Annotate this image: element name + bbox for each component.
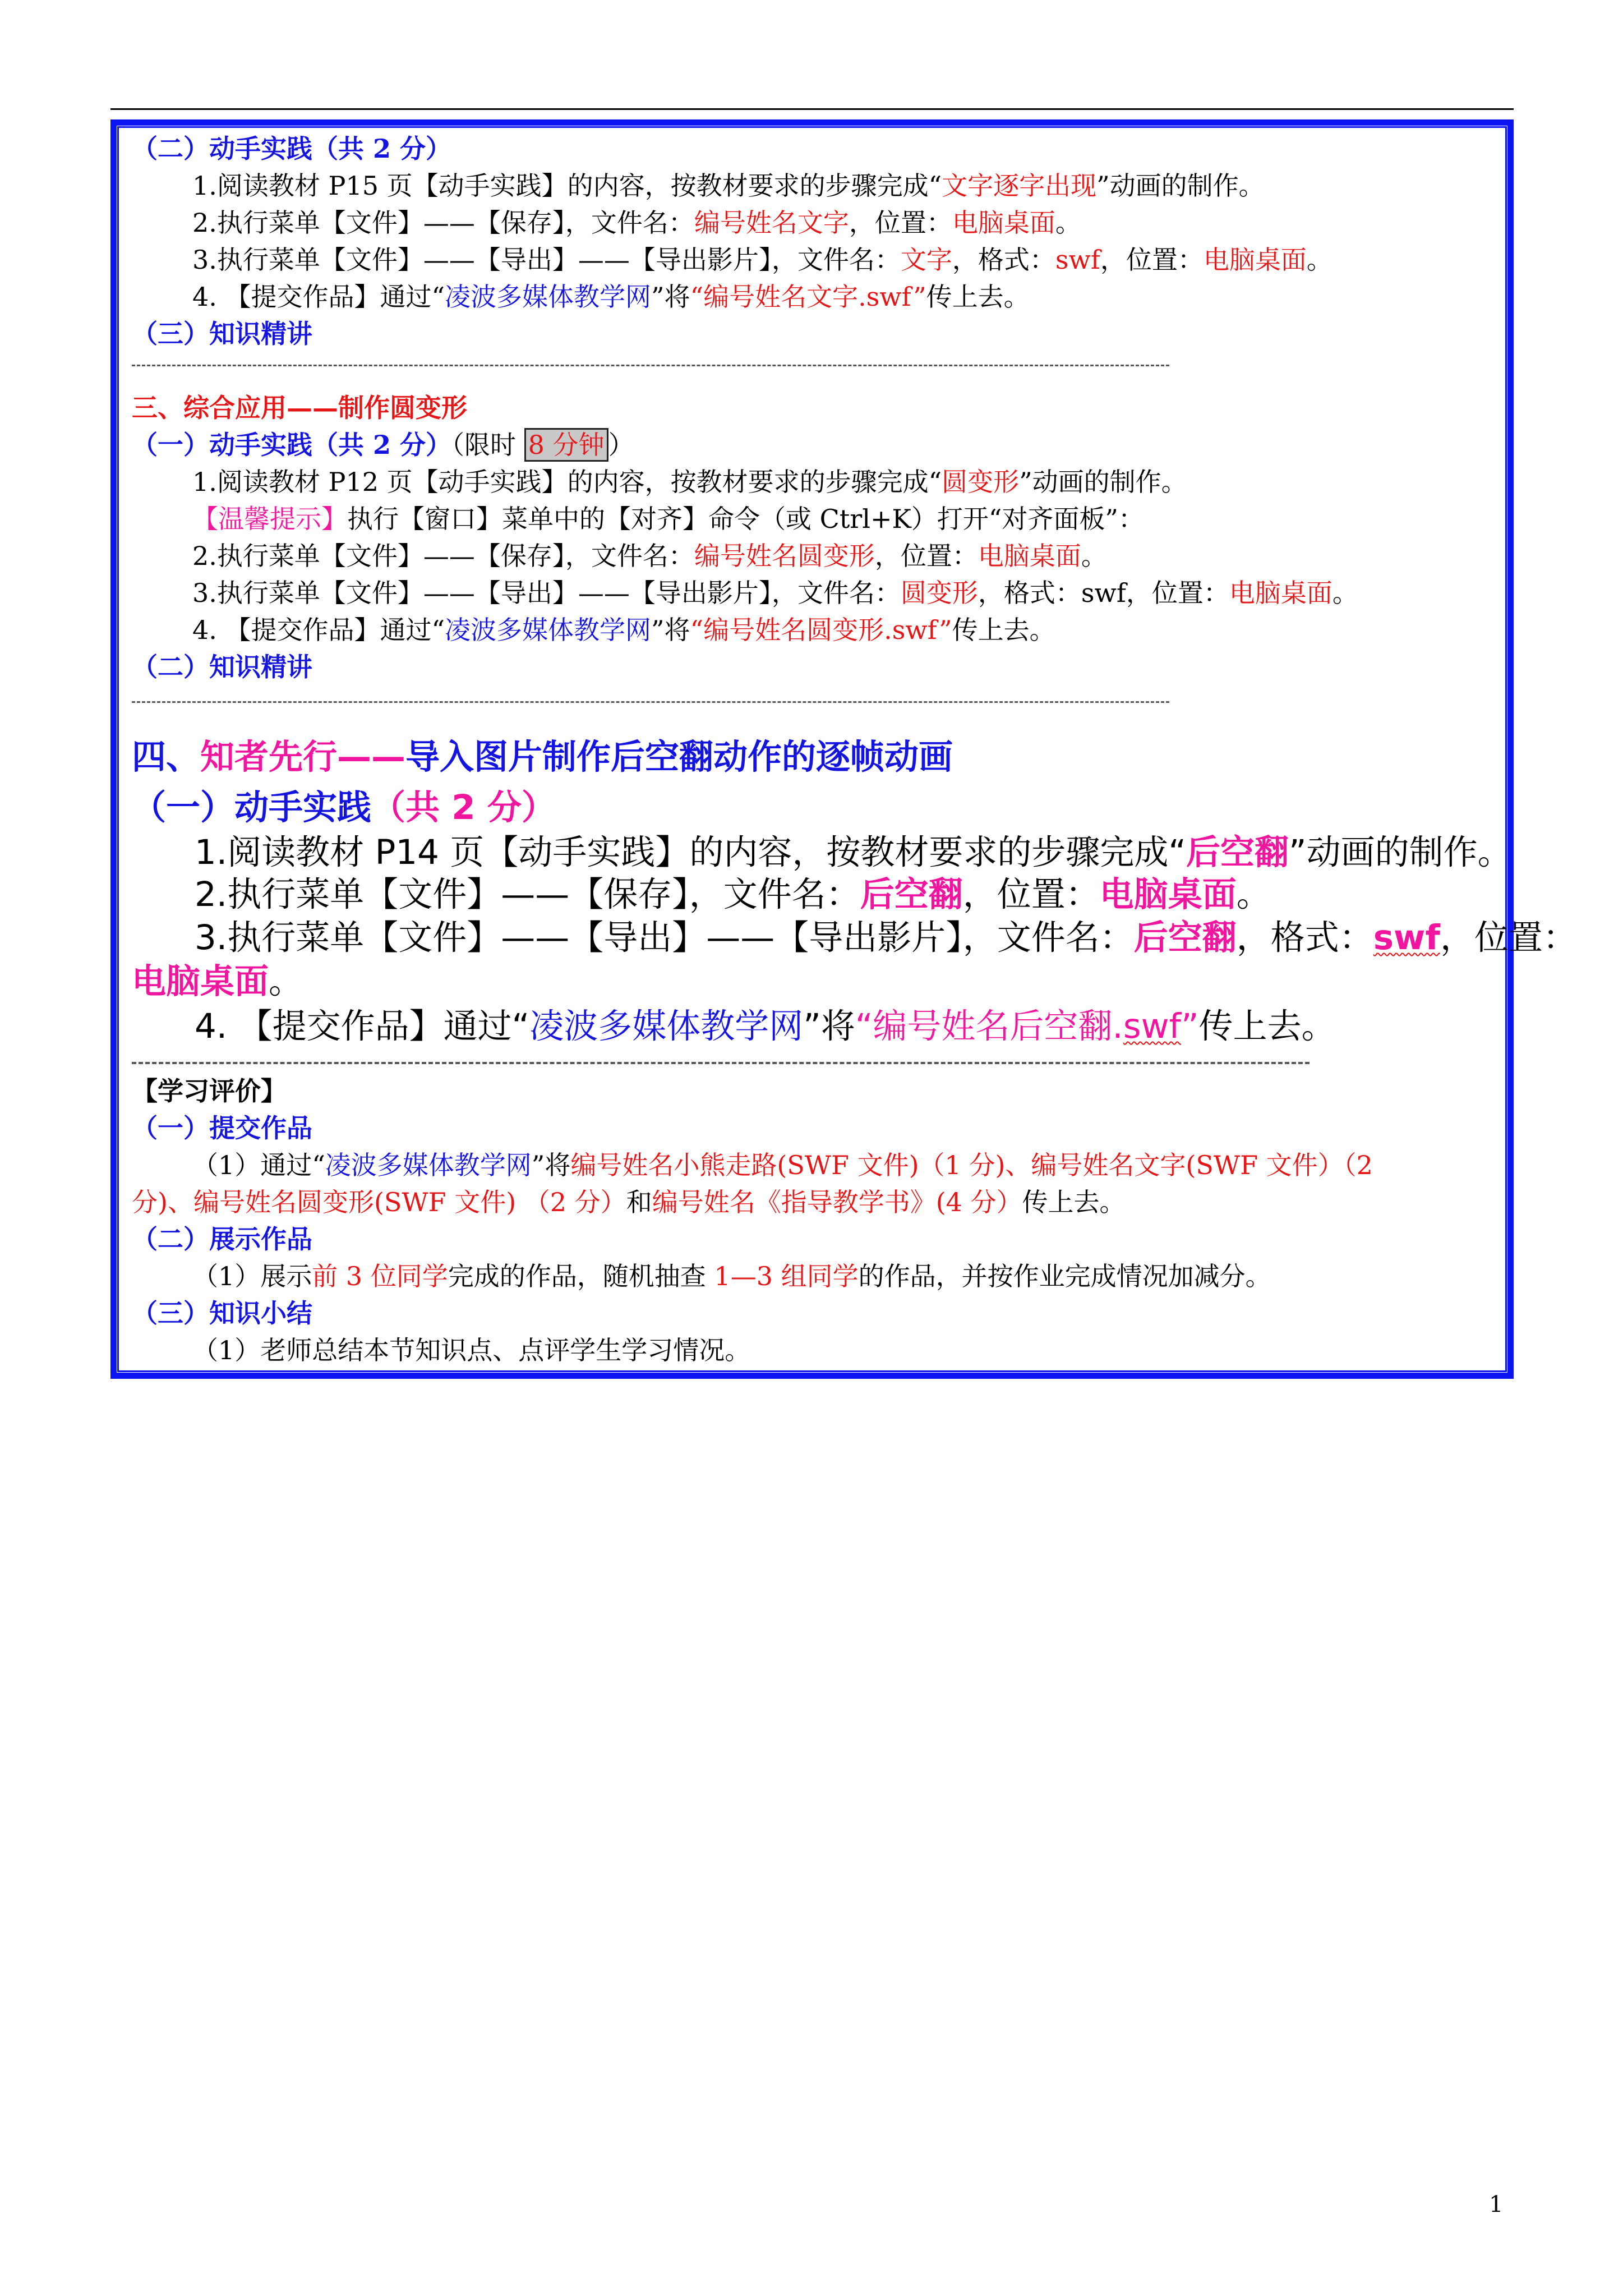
time-limit-badge: 8 分钟 bbox=[524, 428, 608, 462]
section-3-practice-heading: （一）动手实践（共 2 分）（限时 8 分钟 ） bbox=[132, 426, 634, 463]
practice-step-3: 3.执行菜单【文件】——【导出】——【导出影片】，文件名：文字，格式：swf，位置：电脑桌面。 bbox=[192, 245, 1332, 275]
section-4-step-3: 3.执行菜单【文件】——【导出】——【导出影片】，文件名：后空翻，格式：swf，位置： bbox=[195, 918, 1577, 958]
evaluation-show-text: （1）展示前 3 位同学完成的作品，随机抽查 1—3 组同学的作品，并按作业完成情况加减分。 bbox=[192, 1261, 1271, 1291]
dashed-divider bbox=[132, 701, 1169, 703]
section-4-title: 四、知者先行——导入图片制作后空翻动作的逐帧动画 bbox=[132, 737, 953, 777]
knowledge-heading: （三）知识精讲 bbox=[132, 319, 312, 349]
section-3-step-1: 1.阅读教材 P12 页【动手实践】的内容，按教材要求的步骤完成“圆变形”动画的制作。 bbox=[192, 467, 1187, 497]
evaluation-summary-heading: （三）知识小结 bbox=[132, 1298, 312, 1328]
practice-step-4: 4. 【提交作品】通过“凌波多媒体教学网”将“编号姓名文字.swf”传上去。 bbox=[192, 282, 1030, 312]
section-3-tip: 【温馨提示】执行【窗口】菜单中的【对齐】命令（或 Ctrl+K）打开“对齐面板”： bbox=[192, 504, 1144, 534]
section-3-knowledge-heading: （二）知识精讲 bbox=[132, 652, 312, 682]
evaluation-summary-text: （1）老师总结本节知识点、点评学生学习情况。 bbox=[192, 1335, 751, 1365]
section-3-title: 三、综合应用——制作圆变形 bbox=[132, 393, 467, 423]
header-rule bbox=[110, 108, 1514, 110]
evaluation-submit-heading: （一）提交作品 bbox=[132, 1113, 312, 1143]
section-4-step-2: 2.执行菜单【文件】——【保存】，文件名：后空翻，位置：电脑桌面。 bbox=[195, 875, 1271, 914]
page-number: 1 bbox=[1489, 2192, 1504, 2217]
section-4-step-4: 4. 【提交作品】通过“凌波多媒体教学网”将“编号姓名后空翻.swf”传上去。 bbox=[195, 1006, 1336, 1046]
section-4-practice-heading: （一）动手实践（共 2 分） bbox=[132, 788, 556, 827]
section-3-step-3: 3.执行菜单【文件】——【导出】——【导出影片】，文件名：圆变形，格式：swf，位置：电脑桌面。 bbox=[192, 578, 1358, 608]
practice-step-2: 2.执行菜单【文件】——【保存】，文件名：编号姓名文字，位置：电脑桌面。 bbox=[192, 208, 1081, 238]
dashed-divider bbox=[132, 365, 1169, 366]
section-4-step-3-cont: 电脑桌面。 bbox=[132, 961, 303, 1001]
evaluation-show-heading: （二）展示作品 bbox=[132, 1224, 312, 1254]
evaluation-title: 【学习评价】 bbox=[132, 1076, 287, 1106]
evaluation-submit-text: （1）通过“凌波多媒体教学网”将编号姓名小熊走路(SWF 文件)（1 分)、编号姓名文字(SWF 文件）（2 bbox=[192, 1150, 1373, 1180]
practice-step-1: 1.阅读教材 P15 页【动手实践】的内容，按教材要求的步骤完成“文字逐字出现”动画的制作。 bbox=[192, 171, 1265, 201]
section-3-step-2: 2.执行菜单【文件】——【保存】，文件名：编号姓名圆变形，位置：电脑桌面。 bbox=[192, 541, 1107, 571]
dashed-divider bbox=[132, 1062, 1310, 1064]
section-4-step-1: 1.阅读教材 P14 页【动手实践】的内容，按教材要求的步骤完成“后空翻”动画的制作。 bbox=[195, 832, 1512, 872]
evaluation-submit-text-cont: 分)、编号姓名圆变形(SWF 文件) （2 分）和编号姓名《指导教学书》(4 分）传上去。 bbox=[132, 1187, 1126, 1217]
section-3-step-4: 4. 【提交作品】通过“凌波多媒体教学网”将“编号姓名圆变形.swf”传上去。 bbox=[192, 615, 1055, 645]
practice-heading: （二）动手实践（共 2 分） bbox=[132, 134, 452, 164]
